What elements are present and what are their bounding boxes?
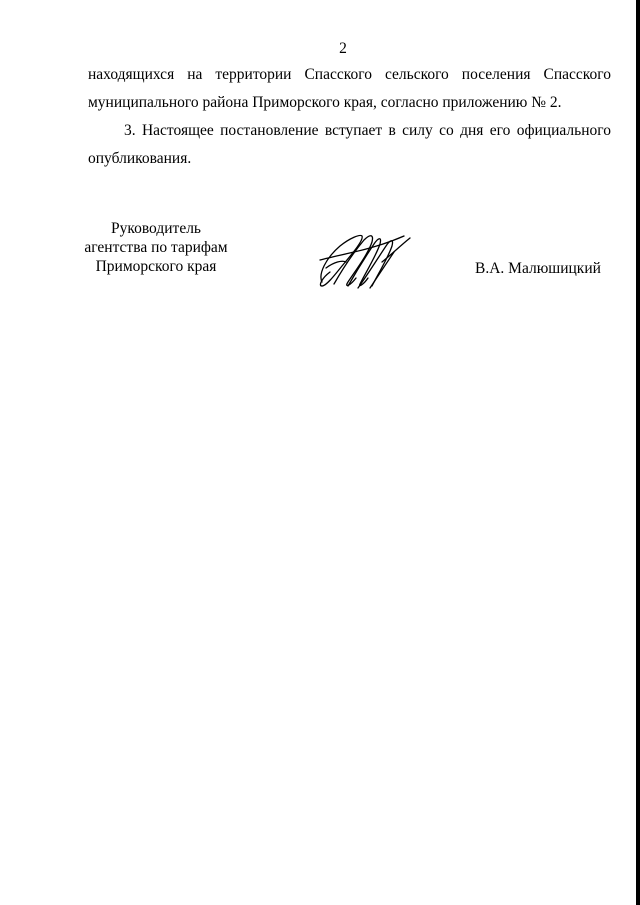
paragraph-line: находящихся на территории Спасского сельского поселения Спасского [88,66,611,83]
signer-name: В.А. Малюшицкий [475,260,601,277]
signer-position [66,219,246,276]
paragraph-territory [88,61,611,117]
signer-position-line: Приморского края [95,258,217,275]
paragraph-line: муниципального района Приморского края, согласно приложению № 2. [88,94,562,111]
handwritten-signature-icon [312,224,416,294]
paragraph-line: опубликования. [88,150,192,167]
scan-edge-border [636,0,640,905]
page-number: 2 [339,40,347,57]
paragraph-effective-date [88,117,611,173]
paragraph-line: 3. Настоящее постановление вступает в силу со дня его официального [124,122,611,139]
signer-position-line: агентства по тарифам [84,239,228,256]
signer-position-line: Руководитель [110,220,202,237]
